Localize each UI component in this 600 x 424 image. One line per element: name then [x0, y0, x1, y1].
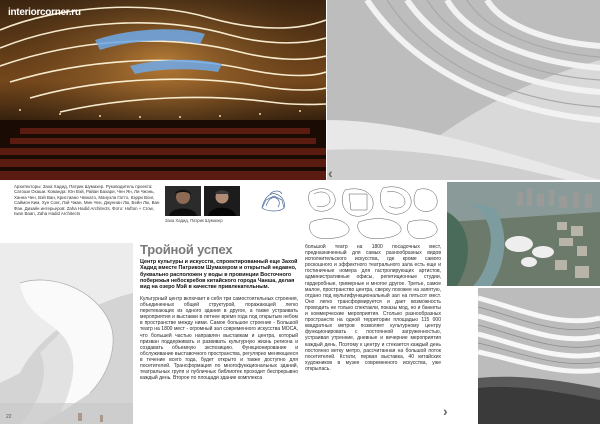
floor-plans-drawing	[305, 182, 445, 242]
curved-interior-photo	[327, 0, 600, 180]
auditorium-photo	[0, 0, 326, 180]
portrait-patrik-schumacher	[204, 186, 240, 216]
article-column-2: большой театр на 1800 посадочных мест, предназначенный для самых разнообразных видов исполнительского искусства, где кроме самого роскошного и эффектного театрального зала есть еще и гостиничные номера для гастролирующих артистов, административные офисы, репетиционные студии, гардеробные, гримерные и многое другое. Третье, самое малое, пространство центра, сверху похожее на запятую, отдано под мультифункциональный зал на пятьсот мест. Оно легко трансформируется и дает возможность проводить не только спектакли, показы мод, но и банкеты и коммерческие мероприятия. Столько разнообразных пространств на одной территории площадью 115 000 квадратных метров позволяет культурному центру функционировать с постоянной загруженностью, устраивая утренние, дневные и вечерние мероприятия каждый день. Поэтому к центру и стекается каждый день постоянно ветку метро, рассчитанная на большой поток посетителей. Кстати, первая выставка, 40 китайских художников в музее современного искусства, уже открылась.	[305, 244, 441, 372]
aerial-city-photo	[447, 182, 600, 286]
white-staircase-photo	[0, 243, 133, 424]
prev-page-arrow[interactable]: ‹	[328, 165, 333, 181]
credits-text: Архитекторы: Заха Хадид, Патрик Шумахер. Руководитель проекта: Сатоши Охаши. Команда: Юн Вэй, Райан Бахари, Чен Ян, Ли Чжэнь, Ханна Чен, Вэй Ван, Кристиано Чеккато, Мануэла Гатто, Кэрри Вонг, Саймон Ким, Хун Сонг, Лэй Чжан, Мин Чен, Джуннан Лю, Бейн Лю, Ван Фан. Дизайн интерьеров: Zaha Hadid Architects. Фото: Hufton + Crow, Iwan Baan, Zaha Hadid Architects	[14, 184, 160, 217]
model-sketch	[256, 186, 292, 216]
article-lead: Центр культуры и искусств, спроектированный еще Захой Хадид вместе Патриком Шумахером и открытый недавно, буквально расположен у воды в провинции Восточного побережья небоскребов китайского города Чанша, делая вид на озеро Мэй в качестве привлекательным.	[140, 259, 298, 291]
article-column-1: Культурный центр включает в себя три самостоятельных строения, объединенных общей структурой, поражающей легко перетекающих из одного здания в другое, а также устраивать мероприятия и выставки в летнее время года под открытым небом в пространстве между ними. Самое большое строение - Большой театр на 1800 мест - огромный зал современного искусства MOCA, что большей частью направлен выставкам и центра, который призван поддерживать и развивать культурную жизнь региона и создавать объемную экспозицию. Функционирование и обслуживание выставочного пространства, регулярно меняющееся в течение всего года, будет открыто и также доступно для посетителей. Трансформация по многофункциональных зданий, театральных групп и публичных библиотек проходит беспрерывно каждый день. Второе по площади здание комплекса	[140, 296, 298, 382]
next-page-arrow[interactable]: ›	[443, 403, 448, 419]
ceiling-ribs-photo	[478, 288, 600, 424]
page-number-left: 22	[6, 414, 12, 420]
article-title: Тройной успех	[140, 242, 233, 257]
portrait-zaha-hadid	[165, 186, 201, 216]
portrait-caption: Заха Хадид, Патрик Шумахер	[165, 218, 223, 223]
magazine-logo[interactable]: interiorcorner.ru	[8, 7, 81, 18]
